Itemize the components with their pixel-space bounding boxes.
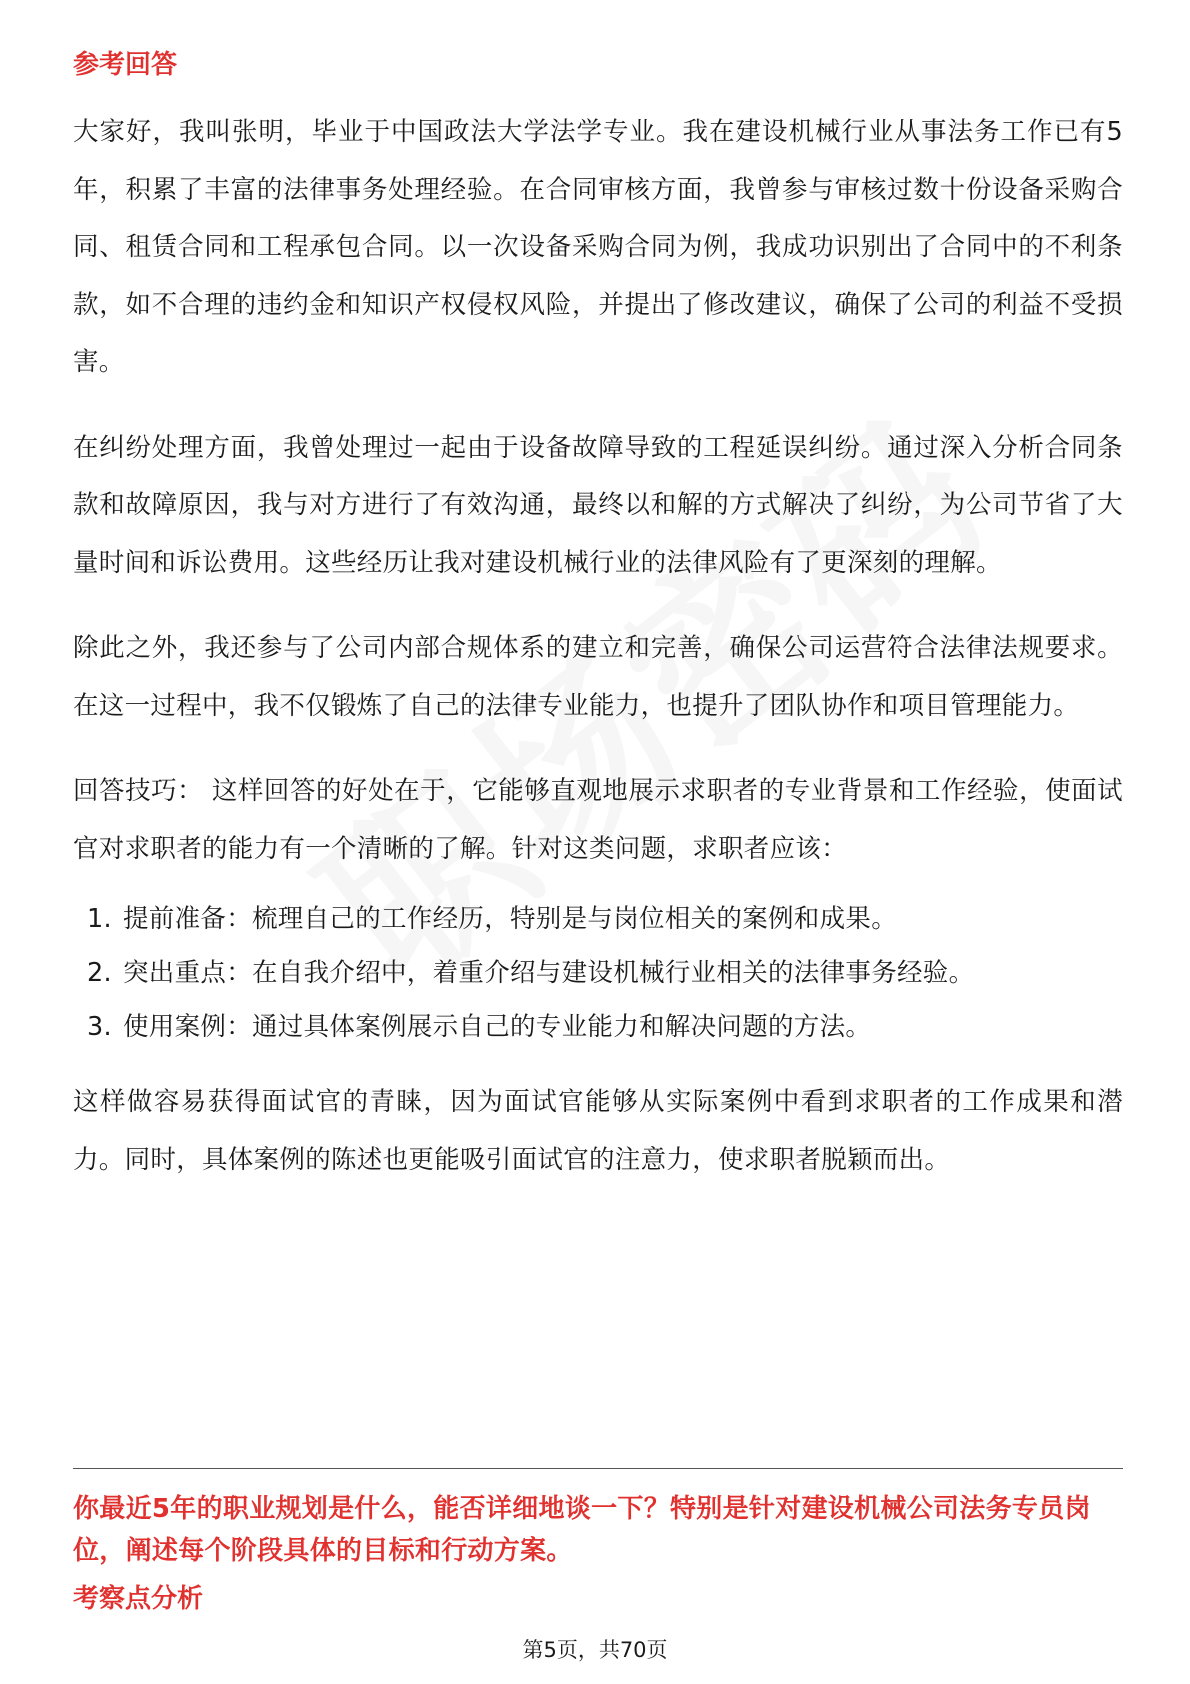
list-item <box>73 892 1123 946</box>
list-item-text: 提前准备：梳理自己的工作经历，特别是与岗位相关的案例和成果。 <box>123 904 898 934</box>
answer-section <box>73 48 1123 1217</box>
list-item <box>73 946 1123 1000</box>
list-item-number: 3. <box>87 1012 112 1042</box>
answer-paragraph-2: 在纠纷处理方面，我曾处理过一起由于设备故障导致的工程延误纠纷。通过深入分析合同条款和故障原因，我与对方进行了有效沟通，最终以和解的方式解决了纠纷，为公司节省了大量时间和诉讼费用。这些经历让我对建设机械行业的法律风险有了更深刻的理解。 <box>73 432 1123 578</box>
list-item-text: 突出重点：在自我介绍中，着重介绍与建设机械行业相关的法律事务经验。 <box>123 958 975 988</box>
analysis-heading: 考察点分析 <box>73 1584 204 1614</box>
section-divider <box>73 1468 1123 1469</box>
closing-paragraph: 这样做容易获得面试官的青睐，因为面试官能够从实际案例中看到求职者的工作成果和潜力。同时，具体案例的陈述也更能吸引面试官的注意力，使求职者脱颖而出。 <box>73 1087 1123 1175</box>
list-item-number: 2. <box>87 958 112 988</box>
answer-tips-intro: 回答技巧： 这样回答的好处在于，它能够直观地展示求职者的专业背景和工作经验，使面试官对求职者的能力有一个清晰的了解。针对这类问题，求职者应该： <box>73 776 1123 864</box>
page-number: 第5页，共70页 <box>522 1638 668 1662</box>
answer-paragraph-1: 大家好，我叫张明，毕业于中国政法大学法学专业。我在建设机械行业从事法务工作已有5年，积累了丰富的法律事务处理经验。在合同审核方面，我曾参与审核过数十份设备采购合同、租赁合同和工程承包合同。以一次设备采购合同为例，我成功识别出了合同中的不利条款，如不合理的违约金和知识产权侵权风险，并提出了修改建议，确保了公司的利益不受损害。 <box>73 117 1123 377</box>
reference-answer-heading: 参考回答 <box>73 50 178 80</box>
next-question: 你最近5年的职业规划是什么，能否详细地谈一下？特别是针对建设机械公司法务专员岗位，阐述每个阶段具体的目标和行动方案。 <box>73 1494 1091 1566</box>
tips-list <box>73 892 1123 1054</box>
list-item-number: 1. <box>87 904 112 934</box>
list-item <box>73 1000 1123 1054</box>
list-item-text: 使用案例：通过具体案例展示自己的专业能力和解决问题的方法。 <box>123 1012 872 1042</box>
answer-paragraph-3: 除此之外，我还参与了公司内部合规体系的建立和完善，确保公司运营符合法律法规要求。在这一过程中，我不仅锻炼了自己的法律专业能力，也提升了团队协作和项目管理能力。 <box>73 633 1123 721</box>
